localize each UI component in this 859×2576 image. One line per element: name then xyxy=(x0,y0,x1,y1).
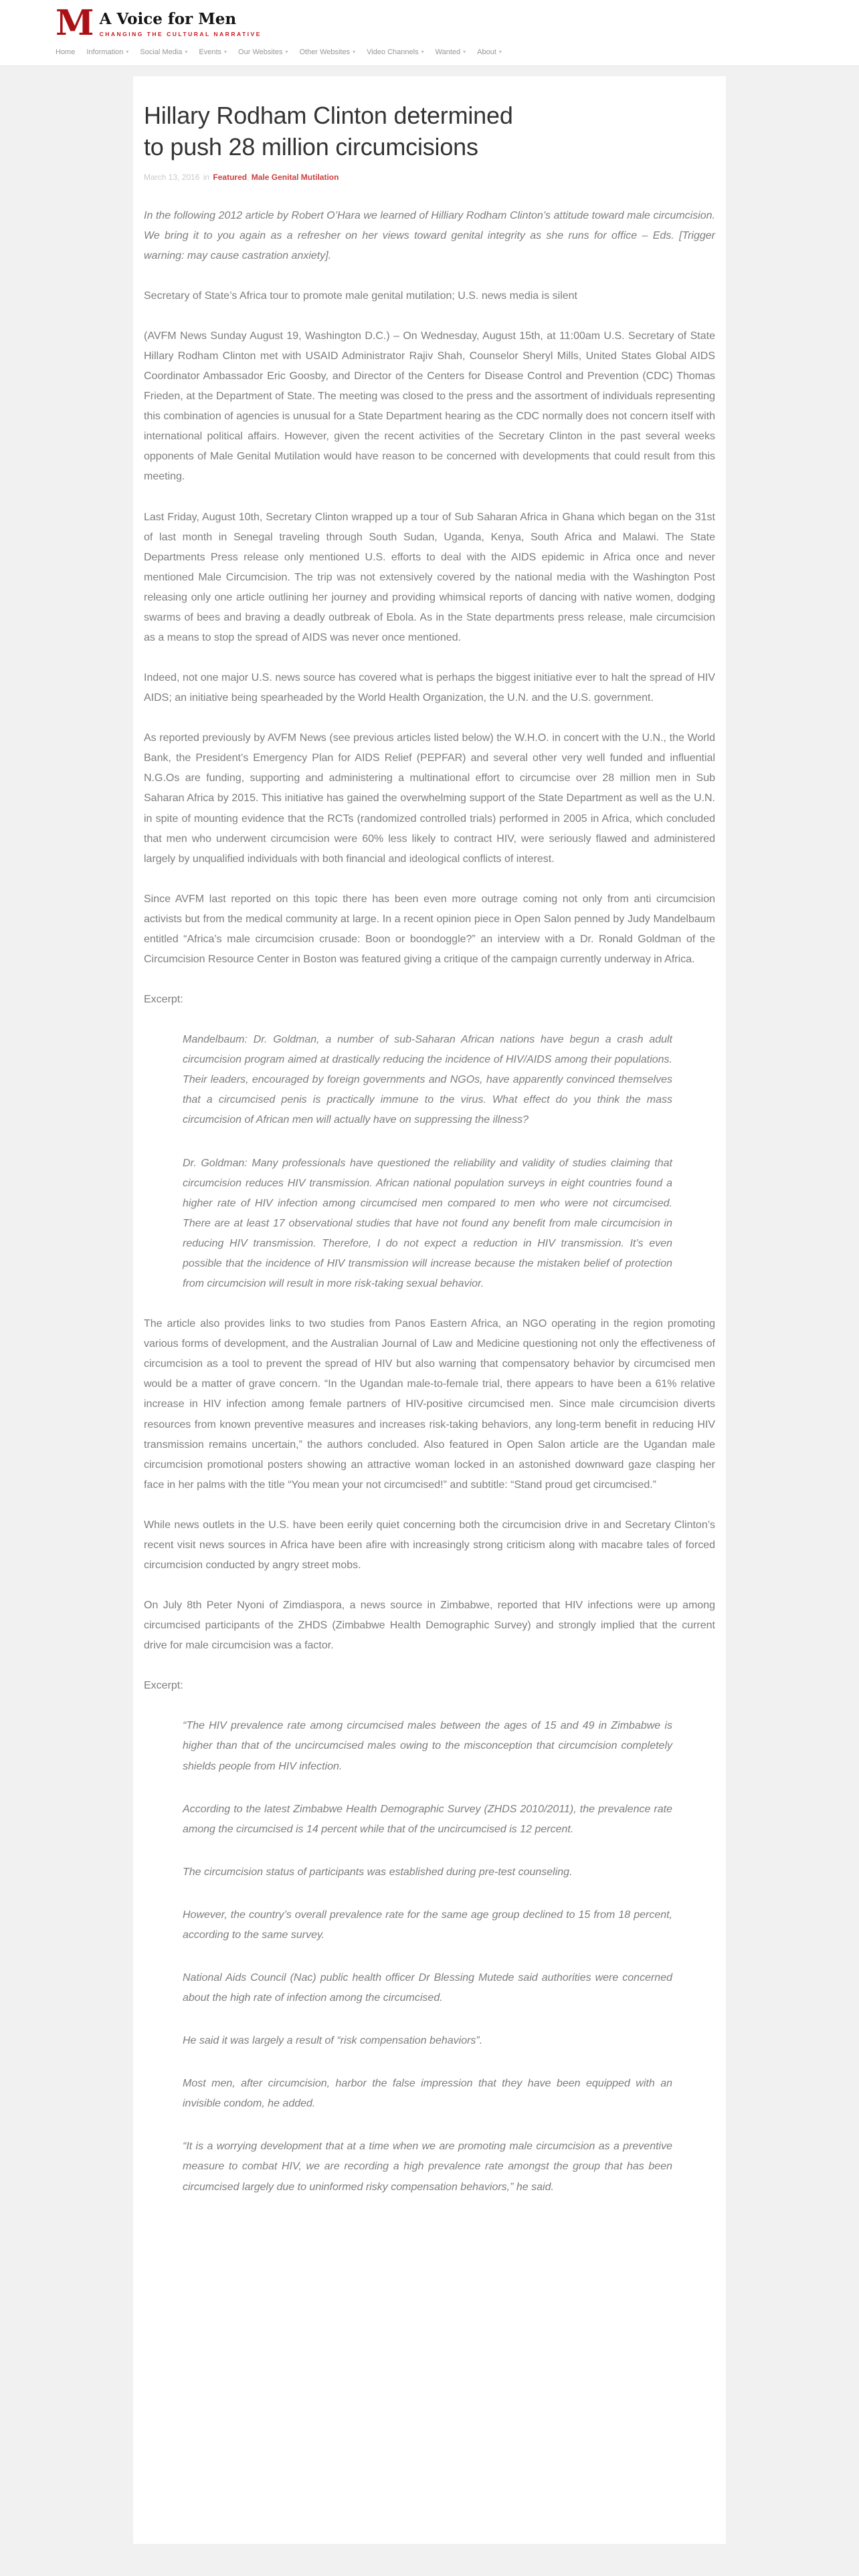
blockquote-zimbabwe-report xyxy=(183,1716,672,2197)
nav-label: Our Websites xyxy=(238,48,283,56)
nav-item-information[interactable] xyxy=(86,48,128,56)
blockquote-paragraph: Most men, after circumcision, harbor the false impression that they have been equipped with an invisible condom, he added. xyxy=(183,2078,672,2110)
chevron-down-icon: ▾ xyxy=(353,49,356,55)
blockquote-paragraph: Mandelbaum: Dr. Goldman, a number of sub-Saharan African nations have begun a crash adult circumcision program aimed at drastically reducing the incidence of HIV/AIDS among their populations. Their leaders, encouraged by foreign governments and NGOs, have apparently convinced themselves that a circumcised penis is practically immune to the virus. What effect do you think the mass circumcision of African men will actually have on suppressing the illness? xyxy=(183,1034,672,1126)
blockquote-paragraph: “The HIV prevalence rate among circumcised males between the ages of 15 and 49 in Zimbabwe is higher than that of the uncircumcised males owing to the misconception that circumcision completely shields people from HIV infection. xyxy=(183,1720,672,1772)
article-card xyxy=(133,76,726,2544)
article-paragraph: Since AVFM last reported on this topic there has been even more outrage coming not only from anti circumcision activists but from the medical community at large. In a recent opinion piece in Open Salon penned by Judy Mandelbaum entitled “Africa’s male circumcision crusade: Boon or boondoggle?” an interview with a Dr. Ronald Goldman of the Circumcision Resource Center in Boston was featured giving a critique of the campaign currently underway in Africa. xyxy=(144,893,715,966)
nav-item-about[interactable] xyxy=(477,48,502,56)
article xyxy=(144,100,715,2197)
excerpt-label: Excerpt: xyxy=(144,994,183,1006)
article-body xyxy=(144,206,715,2197)
chevron-down-icon: ▾ xyxy=(285,49,288,55)
nav-label: Other Websites xyxy=(299,48,351,56)
article-title: Hillary Rodham Clinton determined to push 28 million circumcisions xyxy=(144,102,513,160)
nav-item-other-websites[interactable] xyxy=(300,48,356,56)
article-paragraph: Secretary of State’s Africa tour to promote male genital mutilation; U.S. news media is silent xyxy=(144,290,577,302)
blockquote-paragraph: According to the latest Zimbabwe Health Demographic Survey (ZHDS 2010/2011), the prevalence rate among the circumcised is 14 percent while that of the uncircumcised is 12 percent. xyxy=(183,1803,672,1835)
blockquote-paragraph: However, the country’s overall prevalence rate for the same age group declined to 15 from 18 percent, according to the same survey. xyxy=(183,1909,672,1941)
chevron-down-icon: ▾ xyxy=(498,49,502,55)
nav-item-wanted[interactable] xyxy=(436,48,466,56)
site-logo[interactable] xyxy=(56,3,262,43)
article-paragraph: On July 8th Peter Nyoni of Zimdiaspora, a news source in Zimbabwe, reported that HIV infections were up among circumcised participants of the ZHDS (Zimbabwe Health Demographic Survey) and strongly implied that the current drive for male circumcision was a factor. xyxy=(144,1600,715,1652)
chevron-down-icon: ▾ xyxy=(126,49,129,55)
meta-in-label: in xyxy=(203,172,210,182)
article-paragraph: Indeed, not one major U.S. news source has covered what is perhaps the biggest initiative ever to halt the spread of HIV AIDS; an initiative being spearheaded by the World Health Organization, the U.N. and the U.S. government. xyxy=(144,672,715,704)
chevron-down-icon: ▾ xyxy=(224,49,227,55)
article-paragraph: The article also provides links to two studies from Panos Eastern Africa, an NGO operating in the region promoting various forms of development, and the Australian Journal of Law and Medicine questioning not only the effectiveness of circumcision as a tool to prevent the spread of HIV but also warning that compensatory behavior by circumcised men would be a matter of grave concern. “In the Ugandan male-to-female trial, there appears to have been a 61% relative increase in HIV infection among female partners of HIV-positive circumcised men. Since male circumcision diverts resources from known preventive measures and increases risk-taking behaviors, any long-term benefit in reducing HIV transmission remains uncertain,” the authors concluded. Also featured in Open Salon article are the Ugandan male circumcision promotional posters showing an attractive woman locked in an astonished downward gaze clasping her face in her palms with the title “You mean your not circumcised!” and subtitle: “Stand proud get circumcised.” xyxy=(144,1318,715,1491)
blockquote-paragraph: Dr. Goldman: Many professionals have questioned the reliability and validity of studies claiming that circumcision reduces HIV transmission. African national population surveys in eight countries found a higher rate of HIV infection among circumcised men compared to men who were not circumcised. There are at least 17 observational studies that have not found any benefit from male circumcision in reducing HIV transmission. Therefore, I do not expect a reduction in HIV transmission. It’s even possible that the incidence of HIV transmission will increase because the mistaken belief of protection from circumcision will result in more risk-taking sexual behavior. xyxy=(183,1157,672,1290)
blockquote-paragraph: The circumcision status of participants was established during pre-test counseling. xyxy=(183,1866,573,1878)
article-meta xyxy=(144,173,715,182)
nav-label: Wanted xyxy=(435,48,461,56)
blockquote-goldman-interview xyxy=(183,1030,672,1294)
category-link-male-genital-mutilation[interactable]: Male Genital Mutilation xyxy=(251,172,339,182)
nav-item-events[interactable] xyxy=(199,48,227,56)
nav-item-our-websites[interactable] xyxy=(238,48,288,56)
blockquote-paragraph: National Aids Council (Nac) public health officer Dr Blessing Mutede said authorities were concerned about the high rate of infection among the circumcised. xyxy=(183,1971,672,2004)
avfm-logo-icon: M xyxy=(56,3,93,43)
site-tagline: CHANGING THE CULTURAL NARRATIVE xyxy=(99,31,262,38)
chevron-down-icon: ▾ xyxy=(421,49,424,55)
nav-item-video-channels[interactable] xyxy=(367,48,423,56)
nav-label: Information xyxy=(86,48,124,56)
nav-label: Home xyxy=(56,48,76,56)
excerpt-label: Excerpt: xyxy=(144,1680,183,1692)
chevron-down-icon: ▾ xyxy=(185,49,188,55)
article-paragraph: Last Friday, August 10th, Secretary Clinton wrapped up a tour of Sub Saharan Africa in Ghana which began on the 31st of last month in Senegal traveling through South Sudan, Uganda, Kenya, South Africa and Malawi. The State Departments Press release only mentioned U.S. efforts to deal with the AIDS epidemic in Africa once and never mentioned Male Circumcision. The trip was not extensively covered by the national media with the Washington Post releasing only one article outlining her journey and providing whimsical reports of dancing with native women, dodging swarms of bees and braving a deadly outbreak of Ebola. As in the State departments press release, male circumcision as a means to stop the spread of AIDS was never once mentioned. xyxy=(144,511,715,643)
blockquote-paragraph: He said it was largely a result of “risk compensation behaviors”. xyxy=(183,2035,483,2047)
chevron-down-icon: ▾ xyxy=(463,49,466,55)
category-separator: , xyxy=(247,172,252,182)
post-date: March 13, 2016 xyxy=(144,172,200,182)
article-paragraph: (AVFM News Sunday August 19, Washington D.C.) – On Wednesday, August 15th, at 11:00am U.S. Secretary of State Hillary Rodham Clinton met with USAID Administrator Rajiv Shah, Counselor Sheryl Mills, United States Global AIDS Coordinator Ambassador Eric Goosby, and Director of the Centers for Disease Control and Prevention (CDC) Thomas Frieden, at the Department of State. The meeting was closed to the press and the assortment of individuals representing this combination of agencies is unusual for a State Department hearing as the CDC normally does not concern itself with international political affairs. However, given the recent activities of the Secretary Clinton in the past several weeks opponents of Male Genital Mutilation would have reason to be concerned with developments that could result from this meeting. xyxy=(144,330,715,483)
blockquote-paragraph: “It is a worrying development that at a time when we are promoting male circumcision as a preventive measure to combat HIV, we are recording a high prevalence rate amongst the group that has been circumcised largely due to uninformed risky compensation behaviors,” he said. xyxy=(183,2141,672,2193)
article-intro: In the following 2012 article by Robert O’Hara we learned of Hilliary Rodham Clinton’s attitude toward male circumcision. We bring it to you again as a refresher on her views toward genital integrity as she runs for office – Eds. [Trigger warning: may cause castration anxiety]. xyxy=(144,209,715,261)
site-header xyxy=(0,0,859,66)
nav-label: About xyxy=(477,48,496,56)
site-title: A Voice for Men xyxy=(99,10,237,28)
nav-label: Social Media xyxy=(140,48,183,56)
article-paragraph: While news outlets in the U.S. have been eerily quiet concerning both the circumcision drive in and Secretary Clinton’s recent visit news sources in Africa have been afire with increasingly strong criticism along with macabre tales of forced circumcision conducted by angry street mobs. xyxy=(144,1519,715,1571)
nav-item-home[interactable] xyxy=(56,48,75,56)
nav-item-social-media[interactable] xyxy=(140,48,187,56)
category-link-featured[interactable]: Featured xyxy=(213,172,248,182)
main-nav xyxy=(56,48,803,66)
nav-label: Events xyxy=(199,48,222,56)
nav-label: Video Channels xyxy=(367,48,419,56)
article-paragraph: As reported previously by AVFM News (see previous articles listed below) the W.H.O. in concert with the U.N., the World Bank, the President’s Emergency Plan for AIDS Relief (PEPFAR) and several other very well funded and influential N.G.Os are funding, supporting and administering a multinational effort to circumcise over 28 million men in Sub Saharan Africa by 2015. This initiative has gained the overwhelming support of the State Department as well as the U.N. in spite of mounting evidence that the RCTs (randomized controlled trials) performed in 2005 in Africa, which concluded that men who underwent circumcision were 60% less likely to contract HIV, were seriously flawed and administered largely by unqualified individuals with both financial and ideological conflicts of interest. xyxy=(144,732,715,865)
